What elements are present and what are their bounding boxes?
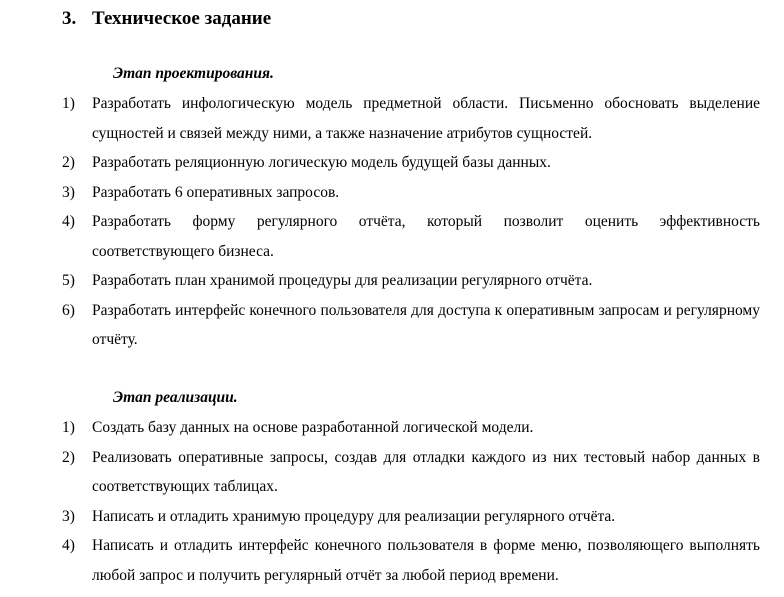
list-item	[62, 207, 760, 266]
list-item-text: Написать и отладить хранимую процедуру для реализации регулярного отчёта.	[92, 507, 616, 525]
list-item-marker: 1)	[62, 95, 75, 112]
list-item	[62, 178, 760, 208]
list-item-marker: 3)	[62, 183, 75, 201]
list-item-marker: 4)	[62, 537, 75, 554]
list-item-text: Разработать план хранимой процедуры для реализации регулярного отчёта.	[92, 272, 593, 289]
stage-impl-list	[62, 413, 760, 590]
list-item-text: Разработать 6 оперативных запросов.	[92, 183, 340, 201]
list-item-text: Разработать инфологическую модель предметной области. Письменно обосновать выделение сущностей и связей между ними, а также назначение атрибутов сущностей.	[92, 95, 760, 142]
list-item	[62, 531, 760, 590]
list-item-text: Разработать форму регулярного отчёта, который позволит оценить эффективность соответствующего бизнеса.	[92, 213, 760, 260]
list-item-text: Написать и отладить интерфейс конечного пользователя в форме меню, позволяющего выполнять любой запрос и получить регулярный отчёт за любой период времени.	[92, 537, 760, 584]
list-item-marker: 3)	[62, 507, 75, 525]
section-number: 3.	[62, 8, 77, 29]
list-item	[62, 89, 760, 148]
list-item-marker: 1)	[62, 419, 75, 436]
stage-design-list	[62, 89, 760, 355]
list-item-marker: 2)	[62, 154, 75, 171]
stage-impl-title: Этап реализации.	[113, 389, 238, 406]
list-item-text: Реализовать оперативные запросы, создав для отладки каждого из них тестовый набор данных в соответствующих таблицах.	[92, 448, 760, 495]
list-item-text: Создать базу данных на основе разработанной логической модели.	[92, 419, 534, 436]
list-item	[62, 296, 760, 355]
list-item-marker: 5)	[62, 272, 75, 289]
list-item-text: Разработать интерфейс конечного пользователя для доступа к оперативным запросам и регулярному отчёту.	[92, 301, 760, 348]
list-item	[62, 443, 760, 502]
list-item	[62, 148, 760, 178]
list-item-marker: 4)	[62, 213, 75, 230]
list-item	[62, 502, 760, 532]
list-item	[62, 266, 760, 296]
section-title: Техническое задание	[92, 8, 272, 29]
list-item-marker: 6)	[62, 301, 75, 319]
section-heading	[62, 6, 271, 32]
stage-design-title: Этап проектирования.	[113, 65, 274, 82]
list-item-text: Разработать реляционную логическую модель будущей базы данных.	[92, 154, 551, 171]
list-item-marker: 2)	[62, 448, 75, 466]
list-item	[62, 413, 760, 443]
